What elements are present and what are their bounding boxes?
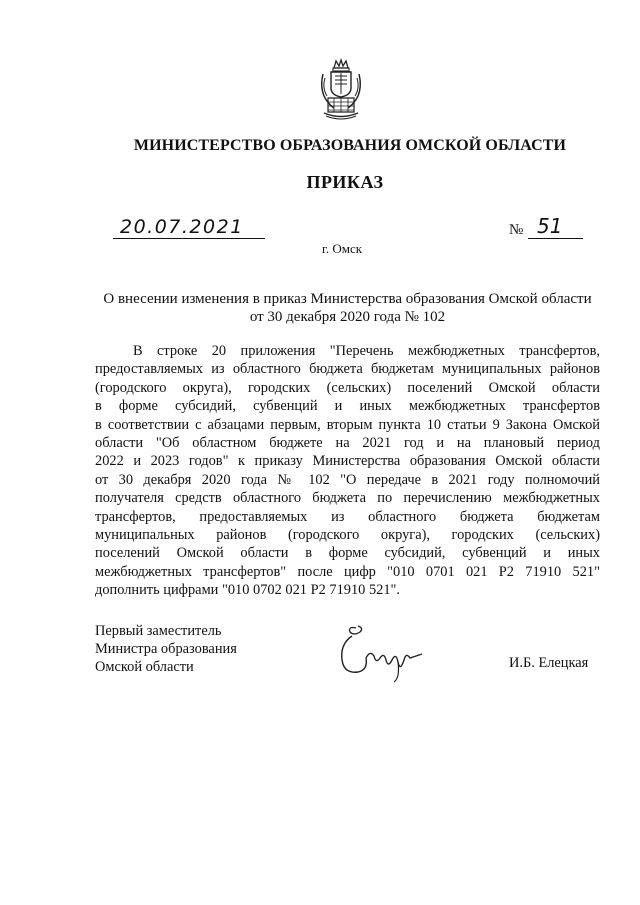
date-underline <box>113 238 265 239</box>
signer-name: И.Б. Елецкая <box>509 655 589 671</box>
body-line: от 30 декабря 2020 года № 102 "О передаче в 2021 году полномочий <box>95 471 600 488</box>
body-line: предоставляемых из областного бюджета бюджетам муниципальных районов <box>95 361 600 378</box>
number-underline <box>528 238 583 239</box>
body-line: 2022 и 2023 годов" к приказу Министерства образования Омской области <box>95 453 600 470</box>
signer-position <box>95 622 237 676</box>
body-line: в соответствии с абзацами первым, вторым пункта 10 статьи 9 Закона Омской <box>95 416 600 433</box>
coat-of-arms-emblem <box>318 58 364 122</box>
subject-line: от 30 декабря 2020 года № 102 <box>249 309 446 325</box>
order-number: 51 <box>537 214 563 238</box>
ministry-title: МИНИСТЕРСТВО ОБРАЗОВАНИЯ ОМСКОЙ ОБЛАСТИ <box>133 137 567 154</box>
subject-line: О внесении изменения в приказ Министерства образования Омской области <box>103 291 592 307</box>
body-line: трансфертов, предоставляемых из областного бюджета бюджетам <box>95 508 600 525</box>
body-line: в форме субсидий, субвенций и иных межбюджетных трансфертов <box>95 398 600 415</box>
signer-position-line: Омской области <box>95 659 194 675</box>
body-line: дополнить цифрами "010 0702 021 Р2 71910 521". <box>95 582 401 599</box>
body-line: (городского округа), городских (сельских) поселений Омской области <box>95 379 600 396</box>
body-line: получателя средств областного бюджета по перечислению межбюджетных <box>95 490 600 507</box>
city-label: г. Омск <box>322 241 363 256</box>
order-subject <box>95 290 600 326</box>
body-line: В строке 20 приложения "Перечень межбюджетных трансфертов, <box>133 343 600 359</box>
signer-position-line: Министра образования <box>95 641 237 657</box>
order-date: 20.07.2021 <box>120 216 244 238</box>
handwritten-signature <box>334 622 434 684</box>
body-line: области "Об областном бюджете на 2021 год и на плановый период <box>95 435 600 452</box>
document-type-title: ПРИКАЗ <box>306 172 384 192</box>
order-body <box>95 342 600 600</box>
body-line: межбюджетных трансфертов" после цифр "010 0701 021 Р2 71910 521" <box>95 563 600 580</box>
order-number-label: № <box>509 222 524 238</box>
body-line: поселений Омской области в форме субсидий, субвенций и иных <box>95 545 600 562</box>
body-line: муниципальных районов (городского округа), городских (сельских) <box>95 527 600 544</box>
signer-position-line: Первый заместитель <box>95 623 222 639</box>
